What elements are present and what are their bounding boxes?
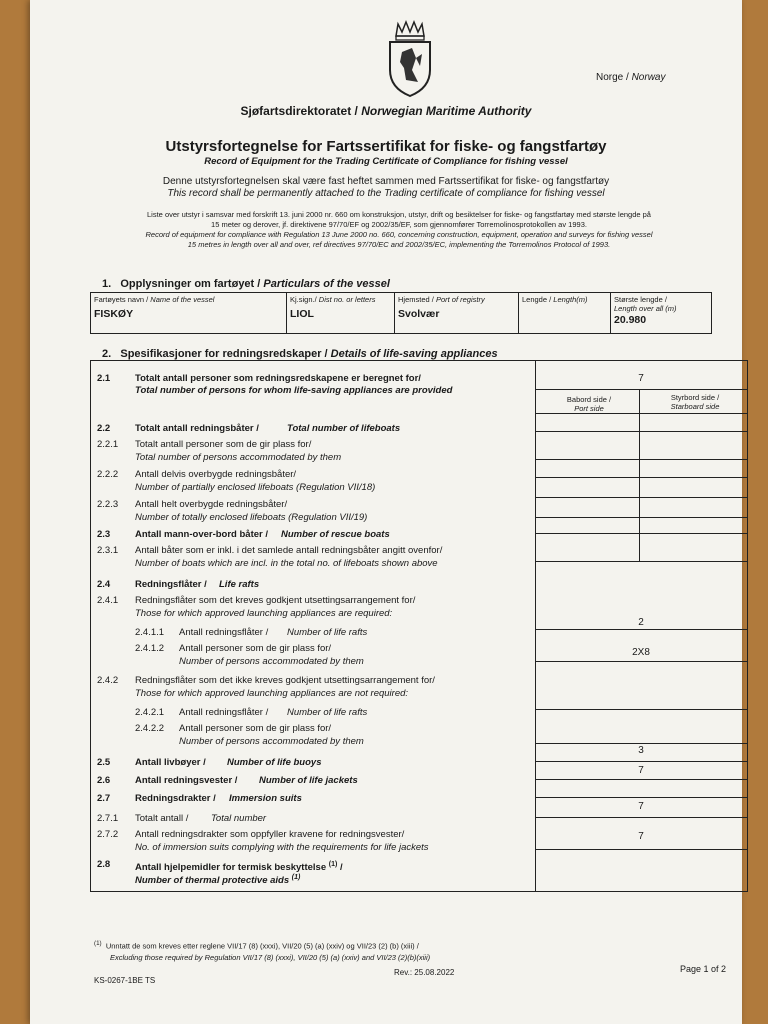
- port-side-en: Port side: [574, 404, 604, 413]
- attach-note-no: Denne utstyrsfortegnelsen skal være fast heftet sammen med Fartssertifikat for fiske- og fangstfartøy: [162, 176, 610, 187]
- row-label-no: Antall hjelpemidler for termisk beskyttelse $^{(1)}$ /: [135, 861, 343, 874]
- row-label-no: Antall personer som de gir plass for/: [179, 723, 332, 734]
- field-label: Hjemsted /: [398, 295, 434, 304]
- starboard-side-header: [643, 393, 747, 411]
- field-label: Kj.sign./: [290, 295, 317, 304]
- row-label-en: Number of life rafts: [287, 627, 368, 638]
- field-label-en: Port of registry: [435, 295, 485, 304]
- row-number: 2.7.2: [97, 829, 119, 840]
- row-label-no: Totalt antall redningsbåter /: [135, 423, 259, 434]
- row-label-no: Redningsflåter som det ikke kreves godkjent utsettingsarrangement for/: [135, 675, 435, 686]
- legal-no-2: 15 meter og derover, jf. direktivene 97/70/EF og 2002/35/EF, som gjennomfører Torremolinosprotokollen av 1993.: [211, 220, 587, 229]
- row-label-en: Total number of lifeboats: [287, 423, 401, 434]
- length-overall-cell: [611, 293, 711, 333]
- row-number: 2.8: [97, 859, 111, 870]
- section2-number: 2.: [102, 348, 112, 360]
- row-label-no: Redningsflåter som det kreves godkjent utsettingsarrangement for/: [135, 595, 416, 606]
- field-label: Største lengde /: [614, 295, 667, 304]
- authority-en: Norwegian Maritime Authority: [361, 104, 532, 118]
- row-label-en: Number of boats which are incl. in the total no. of lifeboats shown above: [135, 558, 438, 569]
- starboard-side-en: Starboard side: [670, 402, 720, 411]
- row-label-no: Antall redningsflåter /: [179, 627, 269, 638]
- dist-letters-value: LIOL: [290, 308, 314, 320]
- row-label-en: Total number: [211, 813, 267, 824]
- row-label-no: Totalt antall /: [135, 813, 189, 824]
- document-subtitle: Record of Equipment for the Trading Certificate of Compliance for fishing vessel: [204, 156, 568, 167]
- vessel-name-cell: [91, 293, 287, 333]
- row-number: 2.2.2: [97, 469, 119, 480]
- row-label-en: Number of totally enclosed lifeboats (Regulation VII/19): [135, 512, 368, 523]
- certificate-page: [30, 0, 742, 1024]
- page-number: Page 1 of 2: [680, 964, 727, 974]
- row-label-en: No. of immersion suits complying with the requirements for life jackets: [135, 842, 429, 853]
- attach-note-en: This record shall be permanently attached to the Trading certificate of compliance for fishing vessel: [167, 188, 605, 199]
- row-value: 3: [638, 745, 644, 756]
- section1-title-en: Particulars of the vessel: [263, 278, 390, 290]
- row-label-en: Those for which approved launching appliances are not required:: [135, 688, 409, 699]
- row-label-en: Total number of persons for whom life-saving appliances are provided: [135, 385, 453, 396]
- row-number: 2.3.1: [97, 545, 119, 556]
- footnote-ref: (1): [328, 861, 338, 868]
- footnote: [94, 938, 430, 963]
- row-label-en: Number of persons accommodated by them: [179, 656, 364, 667]
- field-label-en: Length over all (m): [614, 304, 677, 313]
- vessel-particulars-table: [90, 292, 712, 334]
- document-title: Utstyrsfortegnelse for Fartssertifikat for fiske- og fangstfartøy: [165, 138, 607, 155]
- port-side-no: Babord side /: [566, 395, 612, 404]
- row-number: 2.6: [97, 775, 111, 786]
- field-label: Lengde /: [522, 295, 552, 304]
- row-number: 2.1: [97, 373, 111, 384]
- authority-name: [30, 104, 742, 118]
- legal-no-1: Liste over utstyr i samsvar med forskrift 13. juni 2000 nr. 660 om konstruksjon, utstyr, drift og besiktelser for fiske- og fangstfartøy med største lengde på: [147, 210, 651, 219]
- row-number: 2.5: [97, 757, 111, 768]
- row-label-no: Totalt antall personer som de gir plass for/: [135, 439, 312, 450]
- port-registry-cell: [395, 293, 519, 333]
- row-value: 7: [638, 373, 644, 384]
- section2-title-no: Spesifikasjoner for redningsredskaper /: [120, 348, 328, 360]
- footnote-en: Excluding those required by Regulation VII/17 (8) (xxxi), VII/20 (5) (a) (xxiv) and VII/23 (2)(b)(xiii): [110, 952, 431, 962]
- row-label-en: Total number of persons accommodated by them: [135, 452, 342, 463]
- legal-reference: [104, 210, 694, 250]
- row-number: 2.7: [97, 793, 111, 804]
- section2-heading: [102, 348, 498, 360]
- row-number: 2.2.3: [97, 499, 119, 510]
- row-number: 2.4.2.1: [135, 707, 165, 718]
- revision-date: Rev.: 25.08.2022: [394, 968, 455, 977]
- row-label-no: Antall delvis overbygde redningsbåter/: [135, 469, 297, 480]
- row-label-no: Redningsdrakter /: [135, 793, 216, 804]
- row-number: 2.2: [97, 423, 111, 434]
- row-label-no: Antall båter som er inkl. i det samlede antall redningsbåter angitt ovenfor/: [135, 545, 443, 556]
- section1-number: 1.: [102, 278, 112, 290]
- row-label-no: Antall helt overbygde redningsbåter/: [135, 499, 288, 510]
- life-saving-appliances-table: [90, 360, 748, 892]
- row-label-en-text: Number of thermal protective aids: [135, 875, 290, 887]
- row-label-en: Number of life buoys: [227, 757, 322, 768]
- field-label-en: Dist no. or letters: [318, 295, 376, 304]
- row-label-no: Antall redningsdrakter som oppfyller kravene for redningsvester/: [135, 829, 405, 840]
- row-value: 7: [638, 801, 644, 812]
- row-number: 2.4.1: [97, 595, 119, 606]
- section2-title-en: Details of life-saving appliances: [330, 348, 498, 360]
- norwegian-coat-of-arms-icon: [382, 18, 438, 98]
- length-overall-value: 20.980: [614, 314, 647, 326]
- starboard-side-no: Styrbord side /: [670, 393, 720, 402]
- footnote-ref: (1): [291, 874, 301, 881]
- row-number: 2.4: [97, 579, 111, 590]
- row-value: 2X8: [632, 647, 650, 658]
- country-en: Norway: [631, 72, 666, 83]
- port-side-header: [539, 395, 639, 413]
- authority-no: Sjøfartsdirektoratet /: [240, 104, 358, 118]
- field-label: Fartøyets navn /: [94, 295, 149, 304]
- row-number: 2.4.2: [97, 675, 119, 686]
- row-label-no: Antall mann-over-bord båter /: [135, 529, 269, 540]
- row-value: 7: [638, 765, 644, 776]
- length-cell: [519, 293, 611, 333]
- legal-en-1: Record of equipment for compliance with Regulation 13 June 2000 no. 660, concerning construction, equipment, operation and surveys for fishing vessel: [145, 230, 653, 239]
- row-label-no: Antall redningsflåter /: [179, 707, 269, 718]
- row-number: 2.3: [97, 529, 111, 540]
- row-label-en: [135, 872, 300, 887]
- section1-heading: [102, 278, 390, 290]
- row-label-en: Number of partially enclosed lifeboats (Regulation VII/18): [135, 482, 376, 493]
- field-label-en: Name of the vessel: [150, 295, 215, 304]
- port-registry-value: Svolvær: [398, 308, 440, 320]
- legal-en-2: 15 metres in length over all and over, ref directives 97/70/EC and 2002/35/EC, implementing the Torremolinos Protocol of 1993.: [187, 240, 611, 249]
- country-no: Norge /: [596, 72, 629, 83]
- row-number: 2.4.1.2: [135, 643, 165, 654]
- row-label-no-text: Antall hjelpemidler for termisk beskyttelse: [135, 862, 327, 874]
- row-value: 7: [638, 831, 644, 842]
- row-number: 2.7.1: [97, 813, 119, 824]
- row-label-no: Antall personer som de gir plass for/: [179, 643, 332, 654]
- row-label-no: Antall livbøyer /: [135, 757, 206, 768]
- row-label-en: Immersion suits: [229, 793, 302, 804]
- section1-title-no: Opplysninger om fartøyet /: [120, 278, 261, 290]
- form-code: KS-0267-1BE TS: [94, 976, 156, 985]
- field-label-en: Length(m): [553, 295, 588, 304]
- row-label-en: Number of rescue boats: [281, 529, 390, 540]
- row-number: 2.4.1.1: [135, 627, 165, 638]
- row-label-en: Life rafts: [219, 579, 260, 590]
- row-label-no: Redningsflåter /: [135, 579, 207, 590]
- row-value: 2: [638, 617, 644, 628]
- row-label-en: Number of life rafts: [287, 707, 368, 718]
- row-label-en: Those for which approved launching appliances are required:: [135, 608, 393, 619]
- country-label: [596, 72, 665, 83]
- dist-letters-cell: [287, 293, 395, 333]
- footnote-mark: (1): [94, 940, 102, 947]
- vessel-name-value: FISKØY: [94, 308, 134, 320]
- row-label-no: Antall redningsvester /: [135, 775, 238, 786]
- row-number: 2.2.1: [97, 439, 119, 450]
- row-label-en: Number of life jackets: [259, 775, 358, 786]
- row-number: 2.4.2.2: [135, 723, 165, 734]
- row-label-no: Totalt antall personer som redningsredskapene er beregnet for/: [135, 373, 421, 384]
- footnote-no: Unntatt de som kreves etter reglene VII/17 (8) (xxxi), VII/20 (5) (a) (xxiv) og VII/23 (2) (b) (xiii) /: [105, 941, 419, 951]
- row-label-en: Number of persons accommodated by them: [179, 736, 364, 747]
